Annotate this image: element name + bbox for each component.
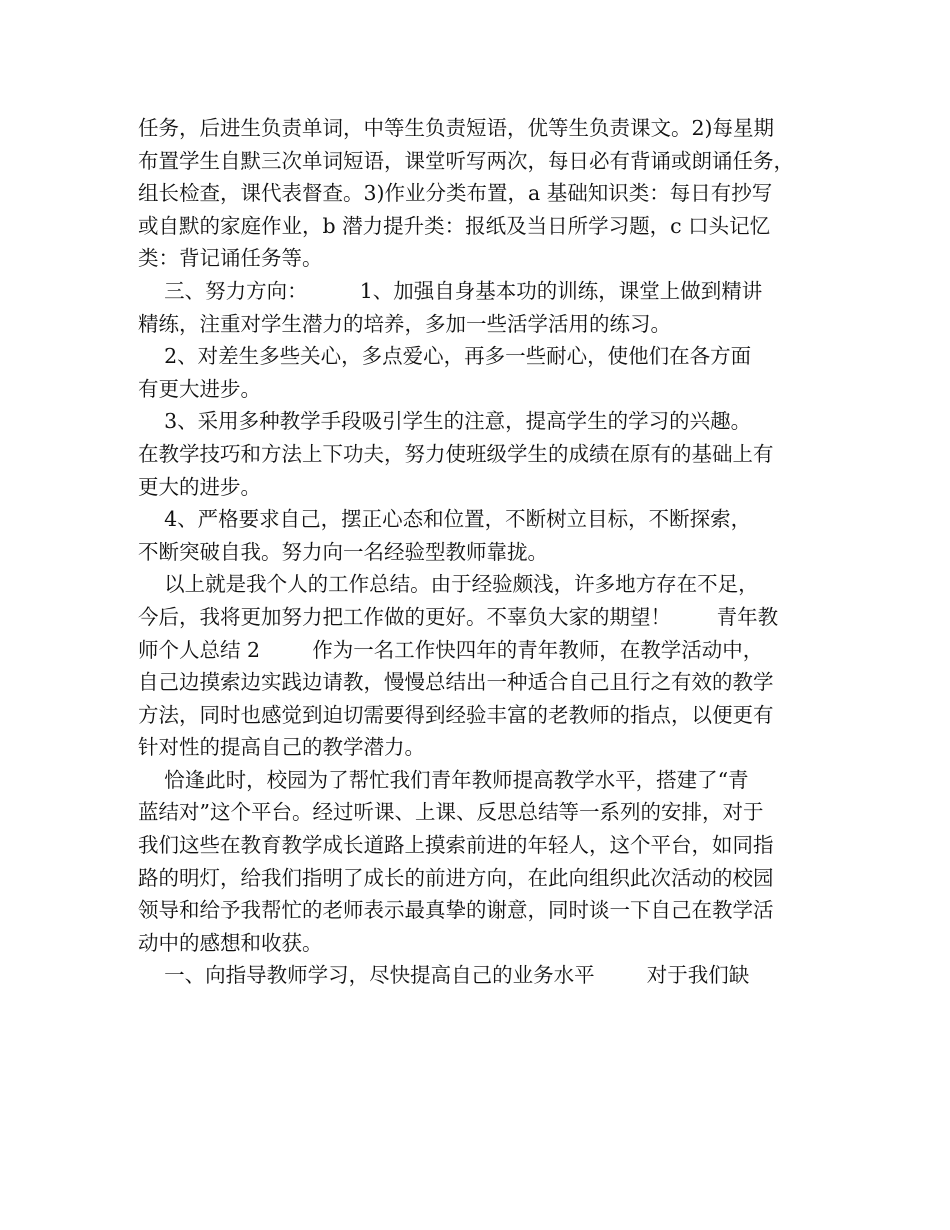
text-line: 精练，注重对学生潜力的培养，多加一些活学活用的练习。 [138, 311, 671, 336]
text-line: 或自默的家庭作业，b 潜力提升类：报纸及当日所学习题，c 口头记忆 [138, 213, 771, 238]
text-line: 2、对差生多些关心，多点爱心，再多一些耐心，使他们在各方面 [138, 344, 752, 369]
text-line: 4、严格要求自己，摆正心态和位置，不断树立目标，不断探索， [138, 507, 752, 532]
text-line: 领导和给予我帮忙的老师表示最真挚的谢意，同时谈一下自己在教学活 [138, 898, 774, 923]
text-line: 更大的进步。 [138, 474, 261, 499]
text-line: 针对性的提高自己的教学潜力。 [138, 735, 425, 760]
text-line: 恰逢此时，校园为了帮忙我们青年教师提高教学水平，搭建了“青 [138, 767, 749, 792]
text-line: 类：背记诵任务等。 [138, 246, 323, 271]
text-line: 以上就是我个人的工作总结。由于经验颇浅，许多地方存在不足， [138, 572, 759, 597]
text-line: 方法，同时也感觉到迫切需要得到经验丰富的老教师的指点，以便更有 [138, 702, 774, 727]
text-line: 有更大进步。 [138, 376, 261, 401]
text-line: 自己边摸索边实践边请教，慢慢总结出一种适合自己且行之有效的教学 [138, 670, 774, 695]
text-line: 蓝结对”这个平台。经过听课、上课、反思总结等一系列的安排，对于 [138, 800, 764, 825]
text-line: 在教学技巧和方法上下功夫，努力使班级学生的成绩在原有的基础上有 [138, 441, 774, 466]
text-line: 不断突破自我。努力向一名经验型教师靠拢。 [138, 539, 548, 564]
text-line: 任务，后进生负责单词，中等生负责短语，优等生负责课文。2)每星期 [138, 116, 775, 140]
text-line: 布置学生自默三次单词短语，课堂听写两次，每日必有背诵或朗诵任务， [138, 148, 794, 173]
text-line: 3、采用多种教学手段吸引学生的注意，提高学生的学习的兴趣。 [138, 409, 752, 434]
text-line: 我们这些在教育教学成长道路上摸索前进的年轻人，这个平台，如同指 [138, 833, 774, 858]
body-text [138, 112, 818, 992]
text-line: 动中的感想和收获。 [138, 930, 323, 955]
text-line: 三、努力方向： 1、加强自身基本功的训练，课堂上做到精讲 [138, 278, 763, 303]
text-line: 今后，我将更加努力把工作做的更好。不辜负大家的期望！ 青年教 [138, 604, 779, 629]
text-line: 一、向指导教师学习，尽快提高自己的业务水平 对于我们缺 [138, 963, 750, 988]
text-line: 师个人总结 2 作为一名工作快四年的青年教师，在教学活动中， [138, 637, 764, 662]
text-line: 路的明灯，给我们指明了成长的前进方向，在此向组织此次活动的校园 [138, 865, 774, 890]
text-line: 组长检查，课代表督查。3)作业分类布置，a 基础知识类：每日有抄写 [138, 181, 773, 206]
